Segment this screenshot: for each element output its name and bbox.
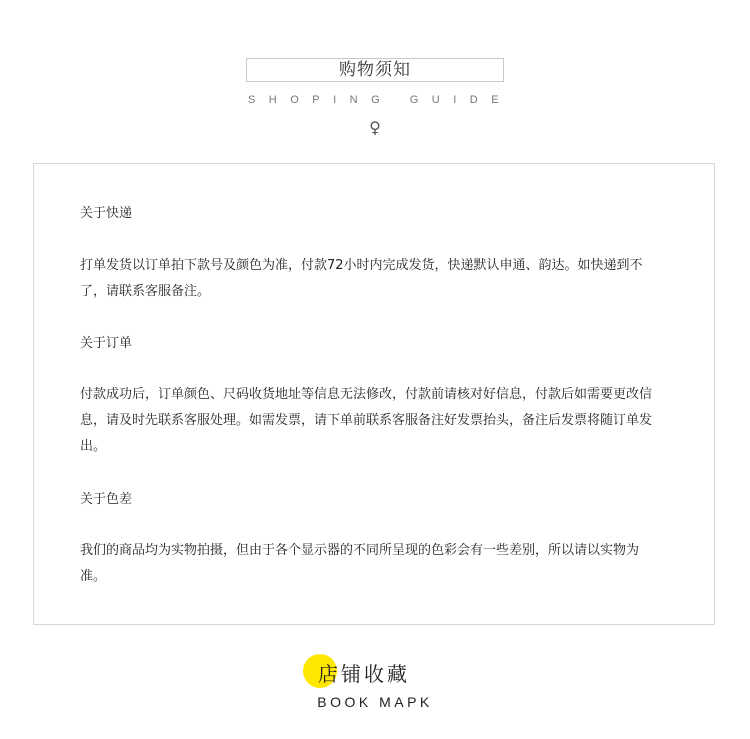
page-subtitle: SHOPING GUIDE xyxy=(247,94,513,106)
bookmark-title: 店铺收藏 xyxy=(318,662,410,686)
section-body-order: 付款成功后，订单颜色、尺码收货地址等信息无法修改，付款前请核对好信息，付款后如需要更改信息，请及时先联系客服处理。如需发票，请下单前联系客服备注好发票抬头，备注后发票将随订单发出。 xyxy=(80,387,653,454)
bookmark-subtitle: BOOK MAPK xyxy=(317,694,433,710)
bookmark-store-button[interactable] xyxy=(0,652,750,732)
venus-icon: ♀ xyxy=(369,118,381,137)
page-title: 购物须知 xyxy=(246,58,504,82)
shopping-guide-panel xyxy=(33,163,715,625)
section-heading-shipping: 关于快递 xyxy=(80,206,133,221)
section-body-color: 我们的商品均为实物拍摄，但由于各个显示器的不同所呈现的色彩会有一些差别，所以请以实物为准。 xyxy=(80,543,640,584)
section-heading-color: 关于色差 xyxy=(80,492,133,507)
section-heading-order: 关于订单 xyxy=(80,336,133,351)
section-body-shipping: 打单发货以订单拍下款号及颜色为准，付款72小时内完成发货，快递默认申通、韵达。如快递到不了，请联系客服备注。 xyxy=(80,258,643,299)
